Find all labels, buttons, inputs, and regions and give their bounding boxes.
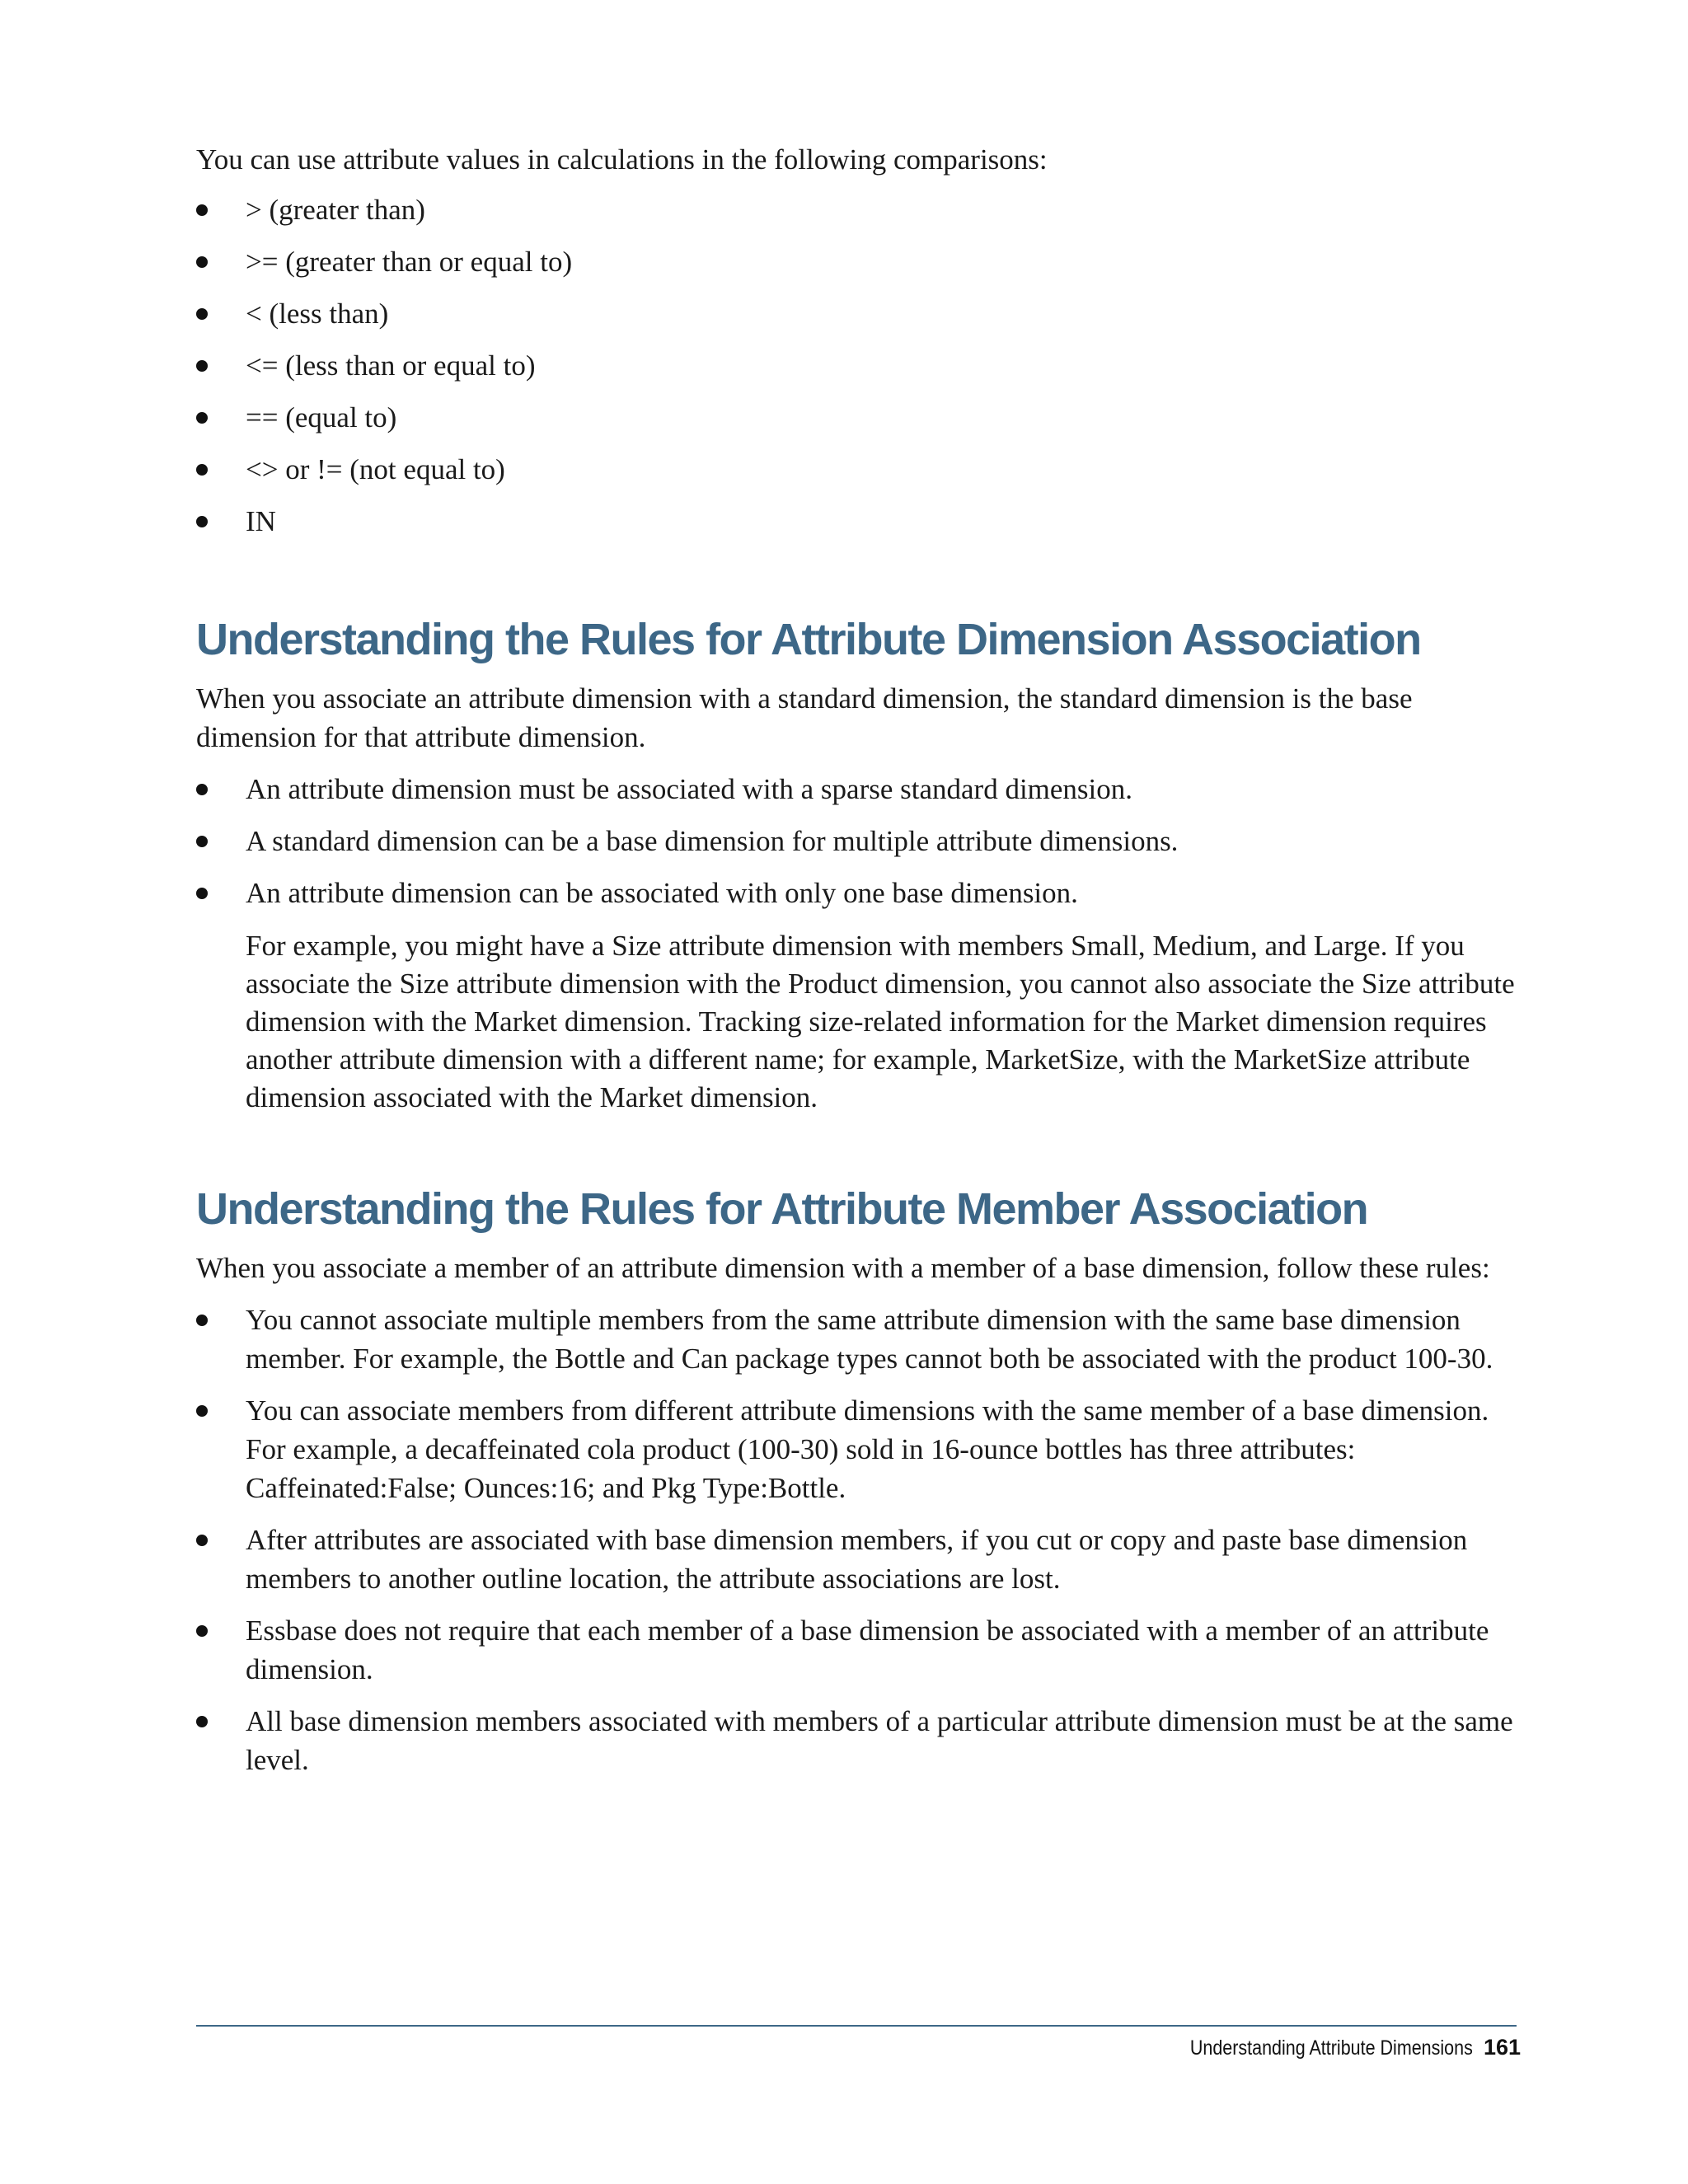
bullet-icon <box>196 412 208 424</box>
page-content <box>196 140 1523 1793</box>
list-item <box>196 346 1268 385</box>
bullet-icon <box>196 464 208 476</box>
bullet-icon <box>196 1535 208 1546</box>
section-intro-paragraph: When you associate an attribute dimension with a standard dimension, the standard dimension is the base dimension for that attribute dimension. <box>196 682 1413 753</box>
operator-text: > (greater than) <box>246 194 425 226</box>
bullet-icon <box>196 1716 208 1727</box>
operator-text: == (equal to) <box>246 401 397 434</box>
operator-text: <= (less than or equal to) <box>246 349 536 382</box>
list-item <box>196 770 1523 808</box>
footer-divider <box>196 2025 1517 2027</box>
page-number: 161 <box>1483 2035 1521 2060</box>
list-item <box>196 1301 1523 1378</box>
list-item <box>196 242 1268 281</box>
rule-text: An attribute dimension must be associated with a sparse standard dimension. <box>246 773 1133 805</box>
bullet-icon <box>196 836 208 847</box>
list-item <box>196 874 1523 1117</box>
bullet-icon <box>196 1405 208 1417</box>
rule-text: You can associate members from different attribute dimensions with the same member of a base dimension. For example, a decaffeinated cola product (100-30) sold in 16-ounce bottles has three attributes: Caffeinated:False; Ounces:16; and Pkg Type:Bottle. <box>246 1394 1489 1504</box>
rule-text: Essbase does not require that each member of a base dimension be associated with a member of an attribute dimension. <box>246 1615 1489 1685</box>
list-item <box>196 294 1268 333</box>
list-item <box>196 1611 1523 1689</box>
operator-text: >= (greater than or equal to) <box>246 246 573 278</box>
bullet-icon <box>196 204 208 216</box>
rule-text: A standard dimension can be a base dimension for multiple attribute dimensions. <box>246 825 1179 857</box>
bullet-icon <box>196 1315 208 1326</box>
bullet-icon <box>196 360 208 372</box>
footer-chapter-title: Understanding Attribute Dimensions <box>1189 2036 1473 2060</box>
example-paragraph: For example, you might have a Size attribute dimension with members Small, Medium, and Large. If you associate the Size attribute dimension with the Product dimension, you cannot also associate the Size attribute dimension with the Market dimension. Tracking size-related information for the Market dimension requires another attribute dimension with a different name; for example, MarketSize, with the MarketSize attribute dimension associated with the Market dimension. <box>246 930 1515 1113</box>
bullet-icon <box>196 516 208 527</box>
list-item <box>196 502 1268 541</box>
section-intro-paragraph: When you associate a member of an attribute dimension with a member of a base dimension, follow these rules: <box>196 1252 1490 1284</box>
dimension-rules-list <box>196 770 1523 1117</box>
rule-text: An attribute dimension can be associated with only one base dimension. <box>246 877 1078 909</box>
list-item <box>196 190 1268 229</box>
comparison-operator-list <box>196 190 1268 541</box>
rule-text: All base dimension members associated with members of a particular attribute dimension must be at the same level. <box>246 1705 1513 1776</box>
list-item <box>196 1521 1523 1598</box>
list-item <box>196 398 1268 437</box>
member-rules-list <box>196 1301 1523 1779</box>
intro-paragraph: You can use attribute values in calculations in the following comparisons: <box>196 143 1048 176</box>
page-footer <box>1144 2033 1521 2062</box>
list-item <box>196 450 1268 489</box>
section-heading-dimension-association: Understanding the Rules for Attribute Dimension Association <box>196 615 1421 664</box>
bullet-icon <box>196 784 208 795</box>
list-item <box>196 1702 1523 1779</box>
section-heading-member-association: Understanding the Rules for Attribute Member Association <box>196 1184 1368 1234</box>
list-item <box>196 822 1523 860</box>
rule-text: After attributes are associated with base dimension members, if you cut or copy and paste base dimension members to another outline location, the attribute associations are lost. <box>246 1524 1468 1595</box>
bullet-icon <box>196 308 208 320</box>
operator-text: < (less than) <box>246 298 389 330</box>
bullet-icon <box>196 888 208 899</box>
list-item <box>196 1391 1523 1507</box>
operator-text: <> or != (not equal to) <box>246 453 505 485</box>
rule-text: You cannot associate multiple members from the same attribute dimension with the same base dimension member. For example, the Bottle and Can package types cannot both be associated with the product 100-30. <box>246 1304 1493 1375</box>
bullet-icon <box>196 1625 208 1637</box>
operator-text: IN <box>246 505 276 537</box>
bullet-icon <box>196 256 208 268</box>
